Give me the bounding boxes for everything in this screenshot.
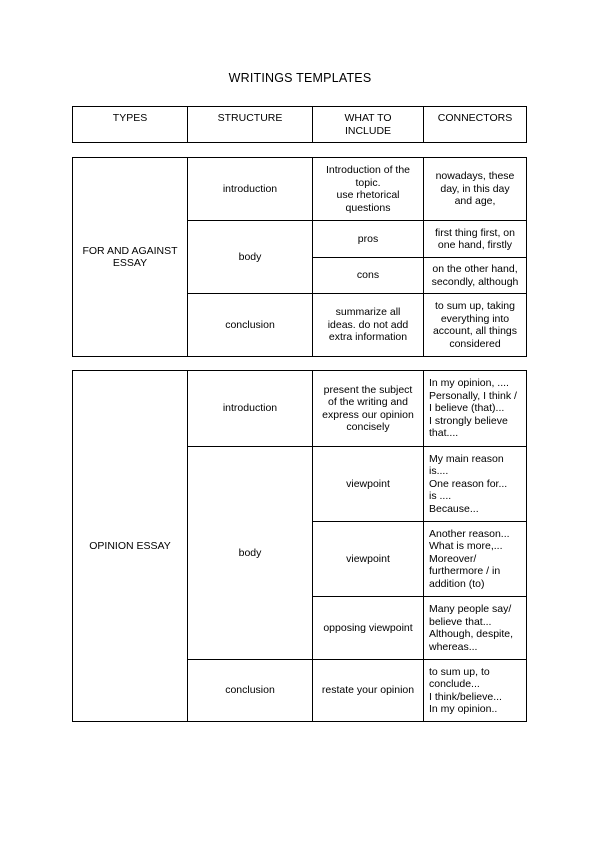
structure-introduction: introduction xyxy=(188,371,313,447)
include-introduction: Introduction of the topic. use rhetorical questions xyxy=(313,158,424,221)
document-title: WRITINGS TEMPLATES xyxy=(228,71,372,85)
header-connectors: CONNECTORS xyxy=(424,107,527,143)
header-what-to-include: WHAT TO INCLUDE xyxy=(313,107,424,143)
header-types: TYPES xyxy=(73,107,188,143)
essay-type-cell: FOR AND AGAINST ESSAY xyxy=(73,158,188,357)
for-and-against-essay-table xyxy=(72,157,527,357)
include-body-viewpoint-1: viewpoint xyxy=(313,447,424,522)
include-conclusion: restate your opinion xyxy=(313,660,424,722)
connectors-conclusion: to sum up, taking everything into account, all things considered xyxy=(424,294,527,357)
include-conclusion: summarize all ideas. do not add extra information xyxy=(313,294,424,357)
include-body-viewpoint-2: viewpoint xyxy=(313,522,424,597)
structure-conclusion: conclusion xyxy=(188,294,313,357)
include-body-opposing-viewpoint: opposing viewpoint xyxy=(313,597,424,660)
structure-introduction: introduction xyxy=(188,158,313,221)
opinion-essay-table xyxy=(72,370,527,722)
structure-body: body xyxy=(188,221,313,294)
connectors-body-viewpoint-1: My main reason is.... One reason for... is .... Because... xyxy=(424,447,527,522)
structure-conclusion: conclusion xyxy=(188,660,313,722)
connectors-body-viewpoint-2: Another reason... What is more,... Moreover/ furthermore / in addition (to) xyxy=(424,522,527,597)
connectors-body-pros: first thing first, on one hand, firstly xyxy=(424,221,527,258)
header-structure: STRUCTURE xyxy=(188,107,313,143)
include-introduction: present the subject of the writing and express our opinion concisely xyxy=(313,371,424,447)
connectors-introduction: nowadays, these day, in this day and age, xyxy=(424,158,527,221)
header-table xyxy=(72,106,527,143)
include-body-pros: pros xyxy=(313,221,424,258)
structure-body: body xyxy=(188,447,313,660)
essay-type-cell: OPINION ESSAY xyxy=(73,371,188,722)
connectors-body-cons: on the other hand, secondly, although xyxy=(424,258,527,294)
include-body-cons: cons xyxy=(313,258,424,294)
connectors-conclusion: to sum up, to conclude... I think/believe... In my opinion.. xyxy=(424,660,527,722)
connectors-body-opposing-viewpoint: Many people say/ believe that... Although, despite, whereas... xyxy=(424,597,527,660)
connectors-introduction: In my opinion, .... Personally, I think / I believe (that)... I strongly believe that.... xyxy=(424,371,527,447)
